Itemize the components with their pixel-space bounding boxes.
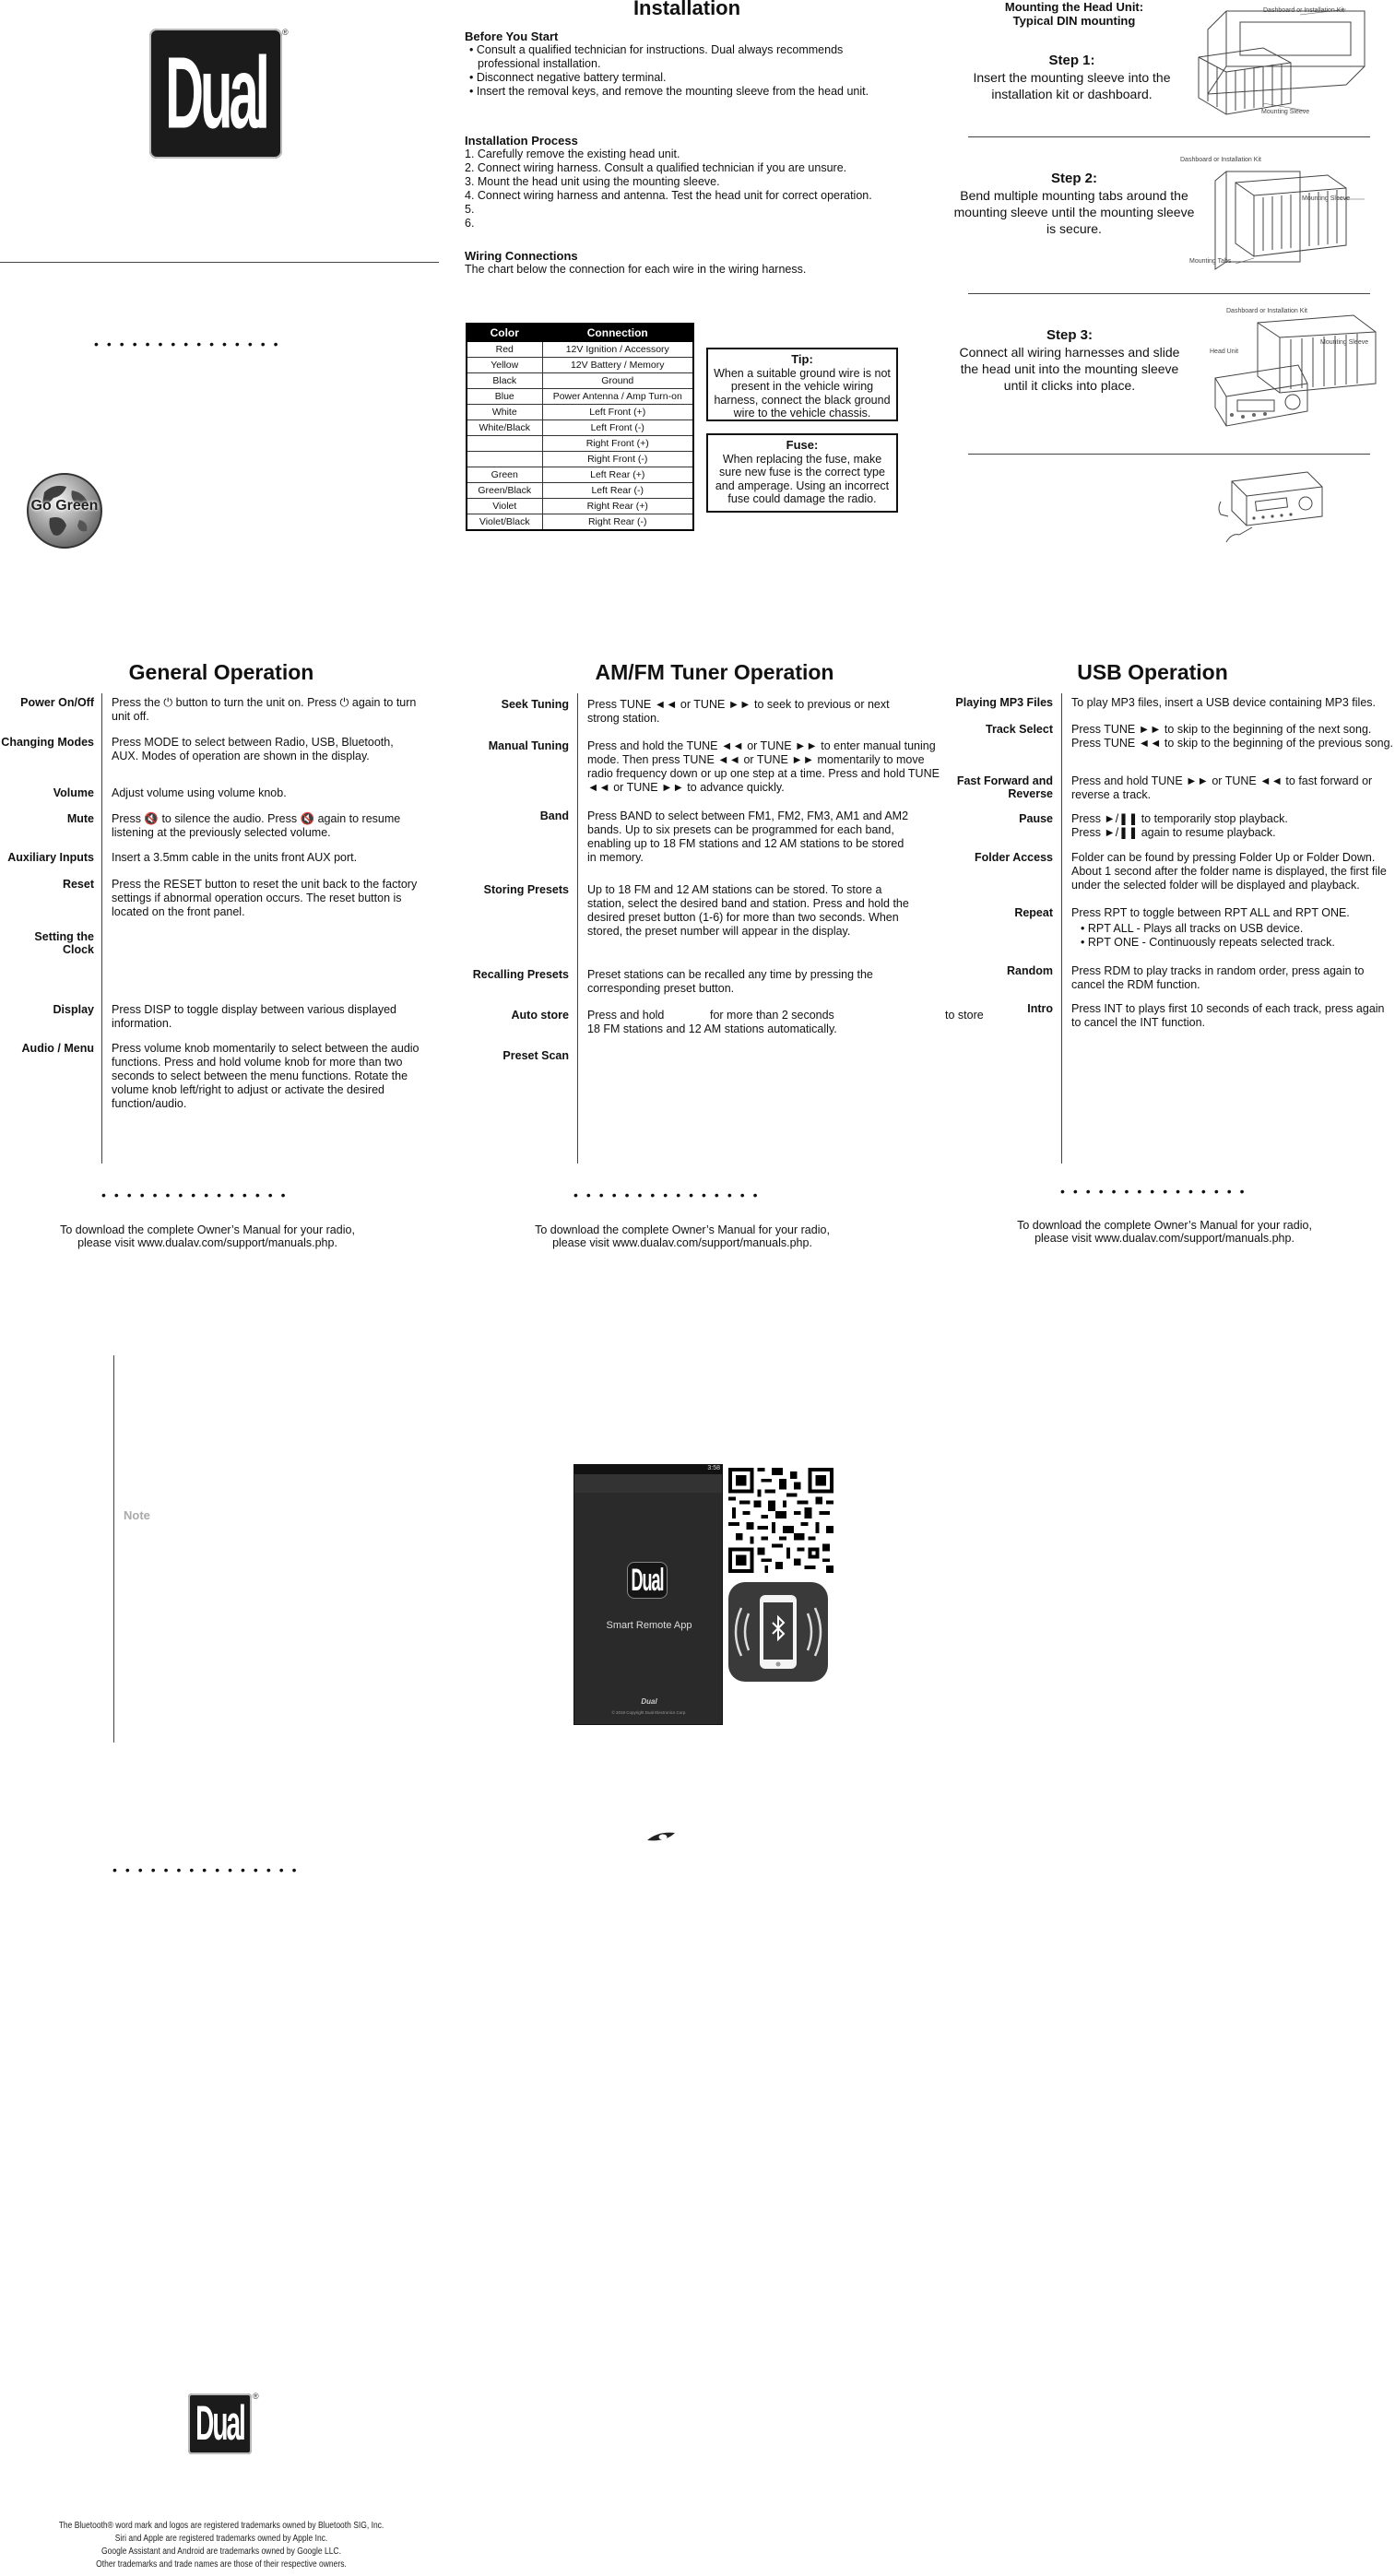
list-item: • Disconnect negative battery terminal. bbox=[465, 71, 907, 85]
divider bbox=[968, 136, 1370, 137]
mounting-title-line1: Mounting the Head Unit: bbox=[1004, 0, 1144, 14]
head-unit-illustration bbox=[1215, 468, 1326, 561]
trademark-line: The Bluetooth® word mark and logos are registered trademarks owned by Bluetooth SIG, Inc. bbox=[58, 2521, 384, 2531]
wiring-text: The chart below the connection for each wire in the wiring harness. bbox=[465, 263, 807, 276]
step-2-illustration bbox=[1180, 155, 1383, 273]
table-row bbox=[467, 452, 693, 467]
label-head-unit: Head Unit bbox=[1210, 349, 1239, 355]
download-line1: To download the complete Owner’s Manual for your radio, bbox=[60, 1223, 355, 1236]
table-row bbox=[467, 373, 693, 389]
desc-auto-store-a: Press and hold bbox=[587, 1009, 665, 1022]
cell-color: Blue bbox=[467, 389, 542, 405]
list-item: 1. Carefully remove the existing head unit. bbox=[465, 148, 680, 160]
dot-row: ••••••••••••••• bbox=[101, 1188, 294, 1202]
table-header-row bbox=[467, 324, 693, 342]
column-rule bbox=[1061, 693, 1062, 1164]
table-row bbox=[467, 389, 693, 405]
divider bbox=[0, 262, 439, 263]
dot-row: ••••••••••••••• bbox=[94, 337, 287, 351]
desc-auto-store-d: 18 FM stations and 12 AM stations automatically. bbox=[587, 1022, 837, 1035]
desc-auto-store-b: for more than 2 seconds bbox=[710, 1009, 834, 1022]
process-title: Installation Process bbox=[465, 134, 578, 148]
cell-connection: 12V Battery / Memory bbox=[542, 358, 693, 373]
label-audio-menu: Audio / Menu bbox=[21, 1042, 94, 1055]
general-operation-title: General Operation bbox=[128, 660, 314, 684]
label-storing-presets: Storing Presets bbox=[483, 883, 569, 896]
label-repeat: Repeat bbox=[1014, 906, 1053, 919]
table-row bbox=[467, 514, 693, 530]
column-rule bbox=[577, 693, 578, 1164]
desc-volume: Adjust volume using volume knob. bbox=[112, 786, 287, 799]
cell-color: Green bbox=[467, 467, 542, 483]
step-3-text: Connect all wiring harnesses and slide the head unit into the mounting sleeve until it clicks into place. bbox=[959, 345, 1180, 393]
label-playing-mp3: Playing MP3 Files bbox=[955, 696, 1053, 709]
step-1 bbox=[959, 52, 1185, 102]
label-random: Random bbox=[1007, 964, 1053, 977]
app-footer-brand: Dual bbox=[641, 1697, 657, 1706]
app-dual-logo: Dual bbox=[627, 1562, 668, 1599]
list-item: 6. bbox=[465, 217, 475, 230]
cell-connection: Power Antenna / Amp Turn-on bbox=[542, 389, 693, 405]
label-folder-access: Folder Access bbox=[975, 851, 1053, 864]
dual-emblem-icon bbox=[645, 1831, 677, 1844]
cell-color: Red bbox=[467, 342, 542, 358]
repeat-bullets bbox=[1071, 922, 1394, 950]
list-item: • Consult a qualified technician for instructions. Dual always recommends professional installation. bbox=[465, 43, 907, 71]
desc-band: Press BAND to select between FM1, FM2, FM3, AM1 and AM2 bands. Up to six presets can be programmed for each band, enabling up to 18 FM stations and 12 AM stations to be stored in memory. bbox=[587, 809, 909, 864]
step-3 bbox=[959, 326, 1180, 394]
label-reset: Reset bbox=[62, 878, 94, 891]
app-header bbox=[574, 1474, 723, 1493]
trademark-line: Google Assistant and Android are trademarks owned by Google LLC. bbox=[101, 2546, 341, 2557]
desc-mute: Press 🔇 to silence the audio. Press 🔇 again to resume listening at the previously selected volume. bbox=[112, 812, 401, 839]
status-time: 3:58 bbox=[707, 1465, 720, 1471]
desc-manual-tuning: Press and hold the TUNE ◄◄ or TUNE ►► to enter manual tuning mode. Then press TUNE ◄◄ or TUNE ►► momentarily to move radio frequency down or up one step at a time. Press and hold TUNE ◄◄ or TUNE ►► to advance quickly. bbox=[587, 739, 940, 794]
cell-connection: Right Rear (+) bbox=[542, 499, 693, 514]
label-mute: Mute bbox=[66, 812, 94, 825]
dual-logo-bottom: Dual bbox=[188, 2393, 252, 2454]
label-power: Power On/Off bbox=[20, 696, 94, 709]
step-2-text: Bend multiple mounting tabs around the mounting sleeve until the mounting sleeve is secure. bbox=[953, 188, 1195, 236]
label-mounting-tabs: Mounting Tabs bbox=[1189, 258, 1232, 265]
status-bar bbox=[574, 1465, 723, 1474]
desc-audio-menu: Press volume knob momentarily to select between the audio functions. Press and hold volume knob for more than two seconds to select between the menu functions. Rotate the volume knob left/right to adjust or activate the desired function/audio. bbox=[112, 1042, 420, 1110]
table-row bbox=[467, 483, 693, 499]
desc-track-select: Press TUNE ►► to skip to the beginning of the next song. Press TUNE ◄◄ to skip to the beginning of the previous song. bbox=[1071, 723, 1393, 750]
desc-changing-modes: Press MODE to select between Radio, USB, Bluetooth, AUX. Modes of operation are shown in the display. bbox=[112, 736, 394, 762]
download-line1: To download the complete Owner’s Manual for your radio, bbox=[1017, 1219, 1312, 1232]
desc-display: Press DISP to toggle display between various displayed information. bbox=[112, 1003, 396, 1030]
before-you-start bbox=[465, 30, 907, 99]
cell-color: White/Black bbox=[467, 420, 542, 436]
list-item: 4. Connect wiring harness and antenna. Test the head unit for correct operation. bbox=[465, 189, 872, 202]
desc-random: Press RDM to play tracks in random order, press again to cancel the RDM function. bbox=[1071, 964, 1365, 991]
cell-color bbox=[467, 452, 542, 467]
table-row bbox=[467, 420, 693, 436]
column-header: Color bbox=[467, 324, 542, 342]
label-track-select: Track Select bbox=[986, 723, 1053, 736]
table-row bbox=[467, 499, 693, 514]
label-mounting-sleeve: Mounting Sleeve bbox=[1320, 339, 1369, 346]
before-list bbox=[465, 43, 907, 99]
tip-title: Tip: bbox=[791, 352, 813, 366]
label-mounting-sleeve: Mounting Sleeve bbox=[1261, 109, 1310, 115]
desc-playing-mp3: To play MP3 files, insert a USB device containing MP3 files. bbox=[1071, 696, 1377, 709]
label-dashboard-kit: Dashboard or Installation Kit bbox=[1263, 7, 1344, 14]
mounting-title bbox=[959, 0, 1189, 28]
desc-folder-access: Folder can be found by pressing Folder Up or Folder Down. About 1 second after the folder name is displayed, the first file under the selected folder will be displayed and playback. bbox=[1071, 851, 1387, 892]
download-note-2 bbox=[493, 1223, 871, 1249]
label-aux-inputs: Auxiliary Inputs bbox=[7, 851, 94, 864]
fuse-text: When replacing the fuse, make sure new fuse is the correct type and amperage. Using an incorrect fuse could damage the radio. bbox=[715, 452, 890, 505]
download-line1: To download the complete Owner’s Manual for your radio, bbox=[535, 1223, 830, 1236]
desc-repeat-text: Press RPT to toggle between RPT ALL and RPT ONE. bbox=[1071, 906, 1350, 919]
column-rule bbox=[101, 693, 102, 1164]
step-1-illustration bbox=[1189, 2, 1388, 120]
desc-aux-inputs: Insert a 3.5mm cable in the units front AUX port. bbox=[112, 851, 358, 864]
table-row bbox=[467, 405, 693, 420]
trademarks-block bbox=[33, 2520, 409, 2571]
table-row bbox=[467, 358, 693, 373]
label-band: Band bbox=[539, 809, 569, 822]
trademark-line: Other trademarks and trade names are those of their respective owners. bbox=[96, 2559, 347, 2570]
desc-repeat bbox=[1071, 906, 1394, 950]
divider bbox=[968, 293, 1370, 294]
note-rule bbox=[113, 1355, 114, 1743]
installation-process bbox=[465, 134, 926, 230]
cell-connection: Left Front (-) bbox=[542, 420, 693, 436]
cell-color bbox=[467, 436, 542, 452]
desc-pause: Press ►/❚❚ to temporarily stop playback. Press ►/❚❚ again to resume playback. bbox=[1071, 812, 1288, 839]
list-item: 3. Mount the head unit using the mounting sleeve. bbox=[465, 175, 720, 188]
registered-mark: ® bbox=[282, 28, 289, 37]
download-line2: please visit www.dualav.com/support/manuals.php. bbox=[1034, 1232, 1295, 1245]
desc-auto-store-c: to store bbox=[945, 1009, 984, 1022]
list-item: 5. bbox=[465, 203, 475, 216]
cell-color: Yellow bbox=[467, 358, 542, 373]
wiring-connections bbox=[465, 249, 907, 277]
usb-operation-title: USB Operation bbox=[1077, 660, 1228, 684]
desc-intro: Press INT to plays first 10 seconds of each track, press again to cancel the INT function. bbox=[1071, 1002, 1385, 1029]
app-name: Smart Remote App bbox=[606, 1620, 692, 1631]
label-changing-modes: Changing Modes bbox=[1, 736, 94, 749]
divider bbox=[968, 454, 1370, 455]
desc-reset: Press the RESET button to reset the unit back to the factory settings if abnormal operation occurs. The reset button is located on the front panel. bbox=[112, 878, 418, 918]
note-label: Note bbox=[124, 1508, 150, 1522]
list-item: • Insert the removal keys, and remove the mounting sleeve from the head unit. bbox=[465, 85, 907, 99]
label-volume: Volume bbox=[53, 786, 94, 799]
trademark-line: Siri and Apple are registered trademarks owned by Apple Inc. bbox=[114, 2534, 328, 2544]
app-screenshot bbox=[573, 1464, 723, 1725]
step-3-title: Step 3: bbox=[1046, 327, 1093, 343]
download-note-1 bbox=[18, 1223, 396, 1249]
label-setting-clock: Setting the Clock bbox=[34, 930, 94, 956]
dual-logo-top: Dual bbox=[149, 29, 282, 159]
desc-fast-forward: Press and hold TUNE ►► or TUNE ◄◄ to fast forward or reverse a track. bbox=[1071, 774, 1373, 801]
cell-connection: Ground bbox=[542, 373, 693, 389]
list-item: 2. Connect wiring harness. Consult a qualified technician if you are unsure. bbox=[465, 161, 847, 174]
column-header: Connection bbox=[542, 324, 693, 342]
cell-connection: Left Rear (+) bbox=[542, 467, 693, 483]
label-preset-scan: Preset Scan bbox=[502, 1049, 569, 1062]
cell-color: Violet bbox=[467, 499, 542, 514]
label-manual-tuning: Manual Tuning bbox=[488, 739, 569, 752]
label-dashboard-kit: Dashboard or Installation Kit bbox=[1180, 157, 1261, 163]
go-green-badge bbox=[26, 472, 103, 549]
wiring-title: Wiring Connections bbox=[465, 249, 578, 263]
desc-recalling-presets: Preset stations can be recalled any time by pressing the corresponding preset button. bbox=[587, 968, 873, 995]
desc-seek-tuning: Press TUNE ◄◄ or TUNE ►► to seek to previous or next strong station. bbox=[587, 698, 890, 725]
label-recalling-presets: Recalling Presets bbox=[472, 968, 569, 981]
bluetooth-phone-icon bbox=[728, 1582, 828, 1682]
step-2-title: Step 2: bbox=[1050, 171, 1097, 186]
label-mounting-sleeve: Mounting Sleeve bbox=[1302, 195, 1351, 202]
table-row bbox=[467, 467, 693, 483]
cell-color: Violet/Black bbox=[467, 514, 542, 530]
before-title: Before You Start bbox=[465, 30, 559, 43]
installation-title: Installation bbox=[632, 0, 741, 19]
label-fast-forward: Fast Forward and Reverse bbox=[956, 774, 1053, 800]
tip-text: When a suitable ground wire is not present in the vehicle wiring harness, connect the black ground wire to the vehicle chassis. bbox=[714, 366, 891, 419]
fuse-box bbox=[706, 433, 898, 513]
list-item: • RPT ONE - Continuously repeats selected track. bbox=[1081, 936, 1394, 950]
cell-color: Black bbox=[467, 373, 542, 389]
table-row bbox=[467, 436, 693, 452]
process-list bbox=[465, 148, 926, 230]
cell-connection: Right Rear (-) bbox=[542, 514, 693, 530]
cell-color: White bbox=[467, 405, 542, 420]
dot-row: ••••••••••••••• bbox=[1060, 1184, 1253, 1199]
cell-color: Green/Black bbox=[467, 483, 542, 499]
dot-row: ••••••••••••••• bbox=[573, 1188, 766, 1202]
tip-box bbox=[706, 348, 898, 421]
mounting-title-line2: Typical DIN mounting bbox=[1012, 14, 1136, 28]
label-display: Display bbox=[53, 1003, 94, 1016]
step-2 bbox=[950, 170, 1199, 237]
desc-power: Press the ⏻ button to turn the unit on. Press ⏻ again to turn unit off. bbox=[112, 696, 417, 723]
list-item: • RPT ALL - Plays all tracks on USB device. bbox=[1081, 922, 1394, 936]
qr-code bbox=[728, 1468, 833, 1573]
tuner-operation-title: AM/FM Tuner Operation bbox=[595, 660, 834, 684]
dot-row: ••••••••••••••• bbox=[112, 1862, 305, 1877]
label-intro: Intro bbox=[1027, 1002, 1053, 1015]
cell-connection: Right Front (+) bbox=[542, 436, 693, 452]
go-green-label: Go Green bbox=[30, 498, 99, 514]
cell-connection: 12V Ignition / Accessory bbox=[542, 342, 693, 358]
label-seek-tuning: Seek Tuning bbox=[501, 698, 569, 711]
label-auto-store: Auto store bbox=[511, 1009, 569, 1022]
cell-connection: Left Front (+) bbox=[542, 405, 693, 420]
cell-connection: Right Front (-) bbox=[542, 452, 693, 467]
step-1-title: Step 1: bbox=[1048, 53, 1095, 68]
download-line2: please visit www.dualav.com/support/manuals.php. bbox=[77, 1236, 337, 1249]
wiring-table bbox=[466, 323, 694, 531]
registered-mark: ® bbox=[253, 2392, 259, 2401]
fuse-title: Fuse: bbox=[786, 438, 819, 452]
step-1-text: Insert the mounting sleeve into the installation kit or dashboard. bbox=[973, 70, 1171, 101]
download-line2: please visit www.dualav.com/support/manuals.php. bbox=[552, 1236, 812, 1249]
desc-storing-presets: Up to 18 FM and 12 AM stations can be stored. To store a station, select the desired band and station. Press and hold the desired preset button (1-6) for more than two seconds. When stored, the preset number will appear in the display. bbox=[587, 883, 909, 938]
label-dashboard-kit: Dashboard or Installation Kit bbox=[1226, 308, 1307, 314]
app-copyright: © 2018 Copyright Dual Electronics Corp. bbox=[611, 1710, 687, 1715]
download-note-3 bbox=[975, 1219, 1354, 1245]
label-pause: Pause bbox=[1019, 812, 1053, 825]
table-row bbox=[467, 342, 693, 358]
cell-connection: Left Rear (-) bbox=[542, 483, 693, 499]
step-3-illustration bbox=[1206, 304, 1387, 433]
qr-code-icon bbox=[728, 1468, 833, 1573]
